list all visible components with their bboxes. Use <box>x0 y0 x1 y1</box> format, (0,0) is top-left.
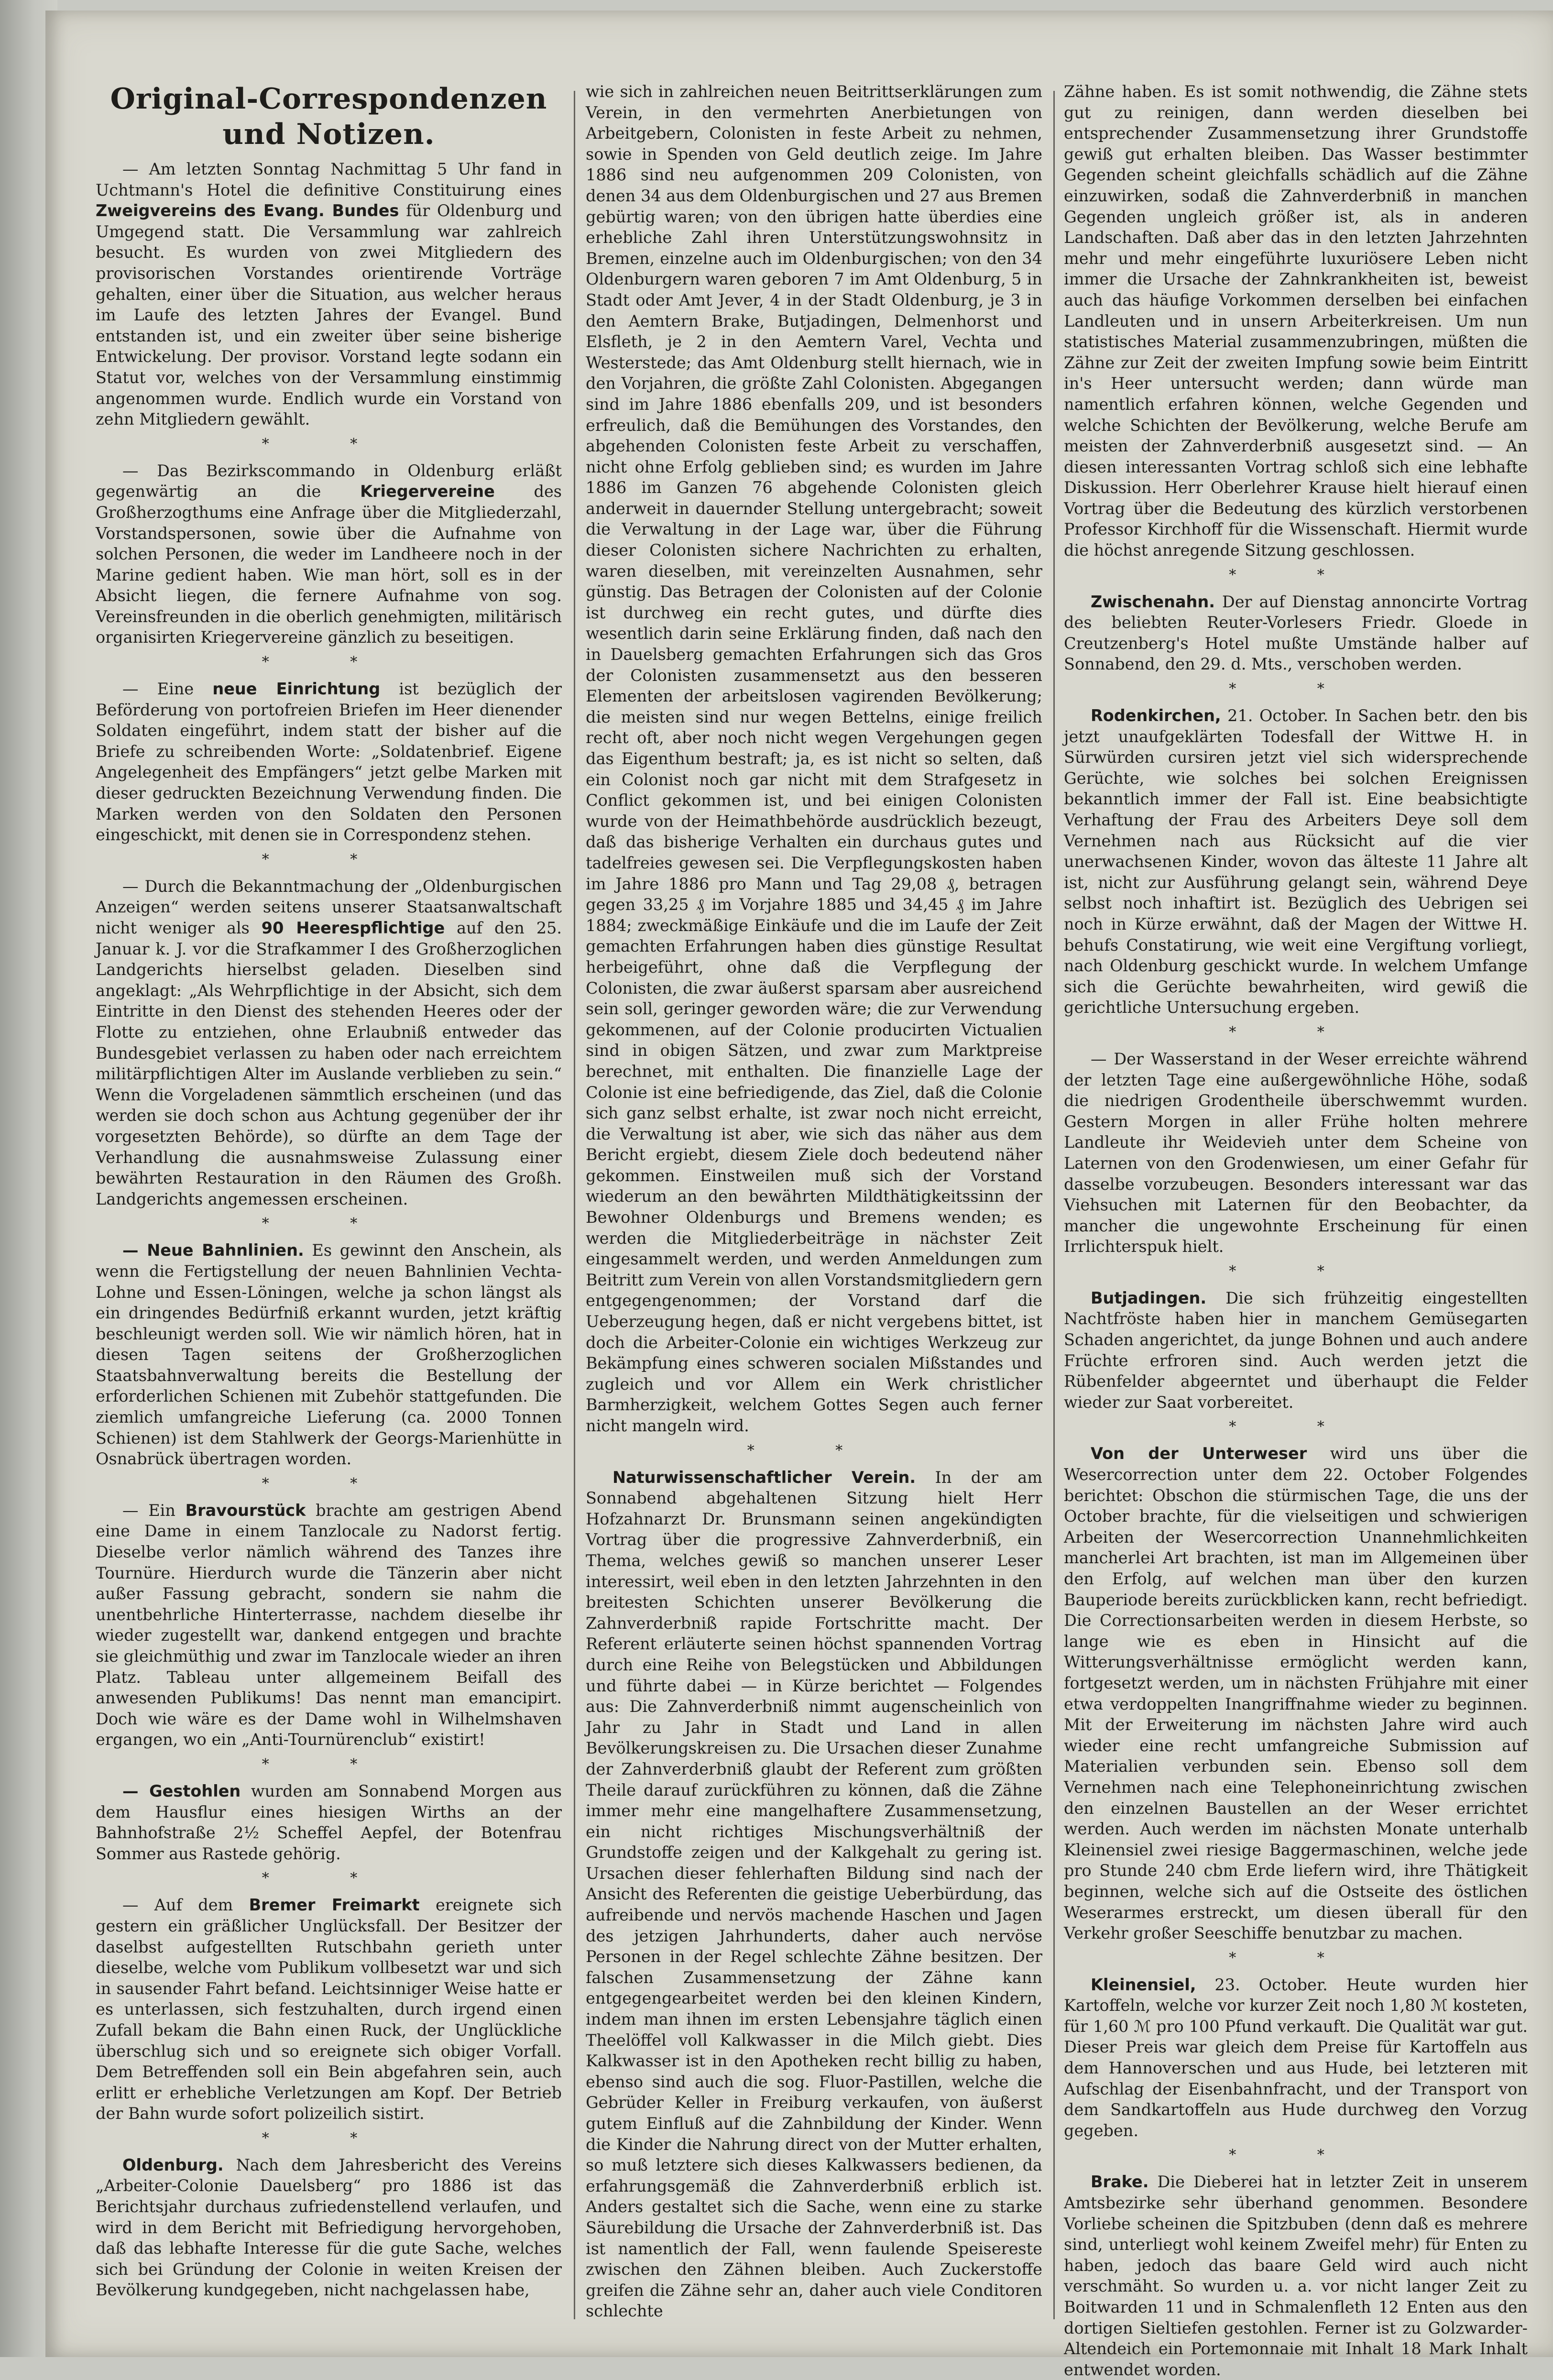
article-separator: * * <box>747 1442 881 1459</box>
article-keyword: Rodenkirchen, <box>1091 706 1221 725</box>
article-text: wird uns über die Wesercorrection unter dem 22. October Folgendes berichtet: Obschon die stürmischen Tage, die uns der October brachte, für die vielseitigen und schwierigen Arbeiten der Wesercorrection Unannehmlichkeiten mancherlei Art brachten, ist man im Allgemeinen über den Erfolg, auf welchen man über den kurzen Bauperiode bereits zurückblicken kann, recht befriedigt. Die Correctionsarbeiten werden in diesem Herbste, so lange wie es eben in Hinsicht auf die Witterungsverhältnisse ermöglicht werden kann, fortgesetzt werden, um in nächsten Frühjahre mit einer etwa verdoppelten Inangriffnahme wieder zu beginnen. Mit der Erweiterung im nächsten Jahre wird auch wieder eine recht umfangreiche Submission auf Materialien verbunden sein. Ebenso soll dem Vernehmen nach eine Telephoneinrichtung zwischen den einzelnen Baustellen an der Weser errichtet werden. Auch werden im nächsten Monate unterhalb Kleinensiel zwei riesige Baggermaschinen, welche jede pro Stunde 240 cbm Erde liefern wird, ihre Thätigkeit beginnen, welche sich auf die Ostseite des östlichen Weserarmes erstreckt, um diesen überall für den Verkehr großer Seeschiffe benutzbar zu machen. <box>1064 1444 1528 1943</box>
article-text: ist bezüglich der Beförderung von portofreien Briefen im Heer dienender Soldaten eingeführt, indem statt der bisher auf die Briefe zu schreibenden Worte: „Soldatenbrief. Eigene Angelegenheit des Empfängers“ jetzt gelbe Marken mit dieser gedruckten Bezeichnung Verwendung finden. Die Marken werden von den Soldaten den Personen eingeschickt, mit denen sie in Correspondenz stehen. <box>96 680 562 845</box>
article-separator: * * <box>1229 680 1363 698</box>
article-lead-text: — Das Bezirkscommando in Oldenburg erläßt gegenwärtig an die <box>96 461 562 501</box>
article-keyword: Kleinensiel, <box>1091 1975 1196 1994</box>
article-lead-text: — Am letzten Sonntag Nachmittag 5 Uhr fand in Uchtmann's Hotel die definitive Constituirung eines <box>96 160 562 199</box>
article-separator: * * <box>1229 1418 1363 1436</box>
article-text: Nach dem Jahresbericht des Vereins „Arbeiter-Colonie Dauelsberg“ pro 1886 ist das Berichtsjahr durchaus zufriedenstellend verlaufen, und wird in dem Bericht mit Befriedigung hervorgehoben, daß das lebhafte Interesse für die gute Sache, welches sich bei Gründung der Colonie in weiten Kreisen der Bevölkerung kundgegeben, nicht nachgelassen habe, <box>96 2155 562 2300</box>
article-keyword: Zwischenahn. <box>1091 592 1215 611</box>
article-paragraph <box>1064 1049 1528 1257</box>
article-text: für Oldenburg und Umgegend statt. Die Versammlung war zahlreich besucht. Es wurden von zwei Mitgliedern des provisorischen Vorstandes orientirende Vorträge gehalten, einer über die Situation, aus welcher heraus im Laufe des letzten Jahres der Evangel. Bund entstanden ist, und ein zweiter über seine bisherige Entwickelung. Der provisor. Vorstand legte sodann ein Statut vor, welches von der Versammlung einstimmig angenommen wurde. Endlich wurde ein Vorstand von zehn Mitgliedern gewählt. <box>96 201 562 429</box>
article-paragraph <box>1064 1288 1528 1413</box>
article-keyword: — Gestohlen <box>122 1781 241 1800</box>
article-separator: * * <box>1229 1949 1363 1966</box>
article-paragraph <box>96 876 562 1210</box>
article-separator: * * <box>262 1755 396 1773</box>
article-lead-text: — Ein <box>122 1501 186 1520</box>
article-separator: * * <box>1229 1023 1363 1041</box>
article-paragraph <box>1064 1443 1528 1943</box>
article-text: ereignete sich gestern ein gräßlicher Unglücksfall. Der Besitzer der daselbst aufgestellten Rutschbahn gerieth unter dieselbe, welche vom Publikum vollbesetzt war und sich in sausender Fahrt befand. Leichtsinniger Weise hatte er es unterlassen, sich festzuhalten, durch irgend einen Zufall bekam die Bahn einen Ruck, der Unglückliche überschlug sich und so ereignete sich obiger Vorfall. Dem Betreffenden soll ein Bein abgefahren sein, auch erlitt er erhebliche Verletzungen am Kopf. Der Betrieb der Bahn wurde sofort polizeilich sistirt. <box>96 1896 562 2123</box>
article-lead-text: — Der Wasserstand in der Weser erreichte während der letzten Tage eine außergewöhnliche Höhe, sodaß die niedrigen Grodentheile überschwemmt wurden. Gestern Morgen in aller Frühe holten mehrere Landleute ihr Weidevieh unter dem Scheine von Laternen von den Grodenwiesen, um einer Gefahr für dasselbe vorzubeugen. Besonders interessant war das Viehsuchen mit Laternen für den Beobachter, da mancher die ungewohnte Erscheinung für einen Irrlichterspuk hielt. <box>1064 1049 1528 1256</box>
article-text: 21. October. In Sachen betr. den bis jetzt unaufgeklärten Todesfall der Wittwe H. in Sürwürden cursiren jetzt viel sich widersprechende Gerüchte, wie solches bei solchen Ereignissen bekanntlich immer der Fall ist. Eine beabsichtigte Verhaftung der Frau des Arbeiters Deye soll dem Vernehmen nach aus Rücksicht auf die vier unerwachsenen Kinder, wovon das älteste 11 Jahre alt ist, nicht zur Ausführung gelangt sein, während Deye selbst noch inhaftirt ist. Bezüglich des Uebrigen sei noch in Kürze erwähnt, daß der Magen der Wittwe H. behufs Constatirung, wie weit eine Vergiftung vorliegt, nach Oldenburg geschickt wurde. In welchem Umfange sich die Gerüchte bewahrheiten, wird gewiß die gerichtliche Untersuchung ergeben. <box>1064 706 1528 1017</box>
article-keyword: Oldenburg. <box>122 2155 224 2174</box>
article-separator: * * <box>1229 1262 1363 1280</box>
article-keyword: Kriegervereine <box>360 482 495 501</box>
article-paragraph <box>96 1895 562 2124</box>
article-paragraph <box>96 1500 562 1750</box>
article-paragraph <box>1064 81 1528 561</box>
article-text: 23. October. Heute wurden hier Kartoffeln, welche vor kurzer Zeit noch 1,80 ℳ kosteten, für 1,60 ℳ pro 100 Pfund verkauft. Die Qualität war gut. Dieser Preis war gleich dem Preise für Kartoffeln aus dem Hannoverschen und aus Hude, bei letzteren mit Aufschlag der Eisenbahnfracht, und der Transport von dem Sandkartoffeln aus Hude durchweg den Vorzug gegeben. <box>1064 1975 1528 2140</box>
article-paragraph <box>1064 2172 1528 2380</box>
article-paragraph <box>96 679 562 845</box>
article-separator: * * <box>1229 2147 1363 2164</box>
article-keyword: 90 Heerespflichtige <box>261 919 445 937</box>
article-paragraph <box>96 159 562 430</box>
article-paragraph <box>1064 705 1528 1018</box>
article-paragraph <box>96 1240 562 1470</box>
article-separator: * * <box>262 851 396 868</box>
article-paragraph <box>586 1467 1042 2322</box>
article-text: des Großherzogthums eine Anfrage über die Mitgliederzahl, Vorstandspersonen, sowie über die Aufnahme von solchen Personen, die weder im Landheere noch in der Marine gedient haben. Wie man hört, soll es in der Absicht liegen, die fernere Aufnahme von sog. Vereinsfreunden in die oberlich genehmigten, militärisch organisirten Kriegervereine gänzlich zu beseitigen. <box>96 482 562 647</box>
article-text: auf den 25. Januar k. J. vor die Strafkammer I des Großherzoglichen Landgerichts hierselbst geladen. Dieselben sind angeklagt: „Als Wehrpflichtige in der Absicht, sich dem Eintritte in den Dienst des stehenden Heeres oder der Flotte zu entziehen, ohne Erlaubniß entweder das Bundesgebiet verlassen zu haben oder nach erreichtem militärpflichtigen Alter im Auslande verblieben zu sein.“ Wenn die Vorgeladenen sämmtlich erscheinen (und das werden sie doch schon aus Achtung gegenüber der ihr vorgesetzten Behörde), so dürfte an dem Tage der Verhandlung die ausnahmsweise Zulassung einer bewährten Restauration in den Räumen des Großh. Landgerichts angemessen erscheinen. <box>96 919 562 1208</box>
article-paragraph <box>1064 592 1528 675</box>
article-text: Der auf Dienstag annoncirte Vortrag des beliebten Reuter-Vorlesers Friedr. Gloede in Creutzenberg's Hotel mußte Umstände halber auf Sonnabend, den 29. d. Mts., verschoben werden. <box>1064 592 1528 674</box>
section-heading: Original-Correspondenzen und Notizen. <box>110 82 547 151</box>
article-separator: * * <box>1229 566 1363 583</box>
article-text: wie sich in zahlreichen neuen Beitrittserklärungen zum Verein, in den vermehrten Anerbietungen von Arbeitgebern, Colonisten in feste Arbeit zu nehmen, sowie in Spenden von Geld deutlich zeige. Im Jahre 1886 sind neu aufgenommen 209 Colonisten, von denen 34 aus dem Oldenburgischen und 27 aus Bremen gebürtig waren; von den übrigen hatte überdies eine erhebliche Zahl ihren Unterstützungswohnsitz in Bremen, einzelne auch im Oldenburgischen; von den 34 Oldenburgern waren geboren 7 im Amt Oldenburg, 5 in Stadt oder Amt Jever, 4 in der Stadt Oldenburg, je 3 in den Aemtern Brake, Butjadingen, Delmenhorst und Elsfleth, je 2 in den Aemtern Varel, Vechta und Westerstede; das Amt Oldenburg stellt hiernach, wie in den Vorjahren, die größte Zahl Colonisten. Abgegangen sind im Jahre 1886 ebenfalls 209, und ist besonders erfreulich, daß die Bemühungen des Vorstandes, den abgehenden Colonisten feste Arbeit zu verschaffen, nicht ohne Erfolg geblieben sind; es wurden im Jahre 1886 im Ganzen 76 abgehende Colonisten gleich anderweit in dauernder Stellung untergebracht; soweit die Verwaltung in der Lage war, über die Führung dieser Colonisten sichere Nachrichten zu erhalten, waren dieselben, mit vereinzelten Ausnahmen, sehr günstig. Das Betragen der Colonisten auf der Colonie ist durchweg ein recht gutes, und dürfte dies wesentlich darin seine Erklärung finden, daß nach den in Dauelsberg gemachten Erfahrungen sich das Gros der Colonisten zusammensetzt aus den besseren Elementen der arbeitslosen vagirenden Bevölkerung; die meisten sind nur wegen Bettelns, einige freilich recht oft, aber noch nicht wegen Vergehungen gegen das Eigenthum bestraft; ja, es ist nicht so selten, daß ein Colonist noch gar nicht mit dem Strafgesetz in Conflict gekommen ist, und bei einigen Colonisten wurde von der Heimathbehörde ausdrücklich bezeugt, daß das bisherige Verhalten ein durchaus gutes und tadelfreies gewesen sei. Die Verpflegungskosten haben im Jahre 1886 pro Mann und Tag 29,08 ₰, betragen gegen 33,25 ₰ im Vorjahre 1885 und 34,45 ₰ im Jahre 1884; zweckmäßige Einkäufe und die im Laufe der Zeit gemachten Erfahrungen haben dies günstige Resultat herbeigeführt, ohne daß die Verpflegung der Colonisten, die zwar äußerst sparsam aber ausreichend sein soll, geringer geworden wäre; die zur Verwendung gekommenen, auf der Colonie producirten Victualien sind in obigen Sätzen, und zwar zum Marktpreise berechnet, mit enthalten. Die finanzielle Lage der Colonie ist eine befriedigende, das Ziel, daß die Colonie sich ganz selbst erhalte, ist zwar noch nicht erreicht, die Verwaltung ist aber, wie sich das näher aus dem Bericht ergiebt, diesem Ziele doch bedeutend näher gekommen. Einstweilen muß sich der Vorstand wiederum an den bewährten Mildthätigkeitssinn der Bewohner Oldenburgs und Bremens wenden; es werden die Mitgliederbeiträge in nächster Zeit eingesammelt werden, und werden Anmeldungen zum Beitritt zum Verein von allen Vorstandsmitgliedern gern entgegengenommen; der Vorstand darf die Ueberzeugung hegen, daß er nicht vergebens bittet, ist doch die Arbeiter-Colonie ein wichtiges Werkzeug zur Bekämpfung eines schweren socialen Mißstandes und zugleich und vor Allem ein Werk christlicher Barmherzigkeit, welchem Gottes Segen auch ferner nicht mangeln wird. <box>586 82 1042 1435</box>
article-lead-text: — Durch die Bekanntmachung der „Oldenburgischen Anzeigen“ werden seitens unserer Staatsanwaltschaft nicht weniger als <box>96 877 562 937</box>
article-keyword: neue Einrichtung <box>212 680 381 699</box>
column-rule-1 <box>574 91 575 2319</box>
article-keyword: Zweigvereins des Evang. Bundes <box>96 201 399 220</box>
column-3 <box>1064 81 1528 2379</box>
article-lead-text: — Auf dem <box>122 1896 249 1915</box>
article-keyword: Butjadingen. <box>1091 1288 1207 1307</box>
article-keyword: — Neue Bahnlinien. <box>122 1241 304 1260</box>
article-separator: * * <box>262 1870 396 1887</box>
article-separator: * * <box>262 435 396 452</box>
column-rule-2 <box>1053 91 1055 2319</box>
article-separator: * * <box>262 1475 396 1492</box>
article-keyword: Bremer Freimarkt <box>249 1896 420 1915</box>
article-paragraph <box>1064 1974 1528 2141</box>
article-text: Es gewinnt den Anschein, als wenn die Fertigstellung der neuen Bahnlinien Vechta-Lohne und Essen-Löningen, welche ja schon längst als ein dringendes Bedürfniß erkannt wurden, jetzt kräftig beschleunigt werden soll. Wie wir nämlich hören, hat in diesen Tagen seitens der Großherzoglichen Staatsbahnverwaltung bereits die Bestellung der erforderlichen Schienen mit Zubehör stattgefunden. Die ziemlich umfangreiche Lieferung (ca. 2000 Tonnen Schienen) ist dem Stahlwerk der Georgs-Marienhütte in Osnabrück übertragen worden. <box>96 1241 562 1469</box>
article-keyword: Von der Unterweser <box>1091 1444 1307 1463</box>
column-2 <box>586 81 1042 2329</box>
article-text: Die Dieberei hat in letzter Zeit in unserem Amtsbezirke sehr überhand genommen. Besondere Vorliebe scheinen die Spitzbuben (denn daß es mehrere sind, unterliegt wohl keinem Zweifel mehr) für Enten zu haben, jedoch das baare Geld wird auch nicht verschmäht. So wurden u. a. vor nicht langer Zeit zu Boitwarden 11 und in Schmalenfleth 12 Enten aus den dortigen Sieltiefen gestohlen. Ferner ist zu Golzwarder-Altendeich ein Portemonnaie mit Inhalt 18 Mark Inhalt entwendet worden. <box>1064 2172 1528 2379</box>
article-paragraph <box>96 1781 562 1864</box>
column-1 <box>96 81 562 2329</box>
article-lead-text: — Eine <box>122 680 213 699</box>
article-paragraph <box>96 461 562 648</box>
article-paragraph <box>96 2155 562 2301</box>
article-text: wurden am Sonnabend Morgen aus dem Hausflur eines hiesigen Wirths an der Bahnhofstraße 2½ Scheffel Aepfel, der Botenfrau Sommer aus Rastede gehörig. <box>96 1781 562 1863</box>
article-text: In der am Sonnabend abgehaltenen Sitzung hielt Herr Hofzahnarzt Dr. Brunsmann seinen angekündigten Vortrag über die progressive Zahnverderbniß, ein Thema, welches gewiß so manchen unserer Leser interessirt, weil eben in den letzten Jahrzehnten in den breitesten Schichten unserer Bevölkerung die Zahnverderbniß rapide Fortschritte macht. Der Referent erläuterte seinen höchst spannenden Vortrag durch eine Reihe von Belegstücken und Abbildungen und führte dabei — in Kürze berichtet — Folgendes aus: Die Zahnverderbniß nimmt augenscheinlich von Jahr zu Jahr in Stadt und Land in allen Bevölkerungskreisen zu. Die Ursachen dieser Zunahme der Zahnverderbniß glaubt der Referent zum größten Theile darauf zurückführen zu können, daß die Zähne immer mehr eine mangelhaftere Zusammensetzung, ein nicht richtiges Mischungsverhältniß der Grundstoffe zeigen und der Kalkgehalt zu gering ist. Ursachen dieser fehlerhaften Bildung sind nach der Ansicht des Referenten die geistige Ueberbürdung, das aufreibende und nervös machende Haschen und Jagen des jetzigen Jahrhunderts, daher auch nervöse Personen in der Regel schlechte Zähne besitzen. Der falschen Zusammensetzung der Zähne kann entgegengearbeitet werden bei den kleinen Kindern, indem man ihnen im ersten Lebensjahre täglich einen Theelöffel voll Kalkwasser in die Milch giebt. Dies Kalkwasser ist in den Apotheken recht billig zu haben, ebenso sind auch die sog. Fluor-Pastillen, welche die Gebrüder Keller in Freiburg verkaufen, von äußerst gutem Einfluß auf die Zahnbildung der Kinder. Wenn die Kinder die Nahrung direct von der Mutter erhalten, so muß letztere sich dieses Kalkwassers bedienen, da erfahrungsgemäß die Zahnverderbniß erblich ist. Anders gestaltet sich die Sache, wenn eine zu starke Säurebildung die Ursache der Zahnverderbniß ist. Das ist namentlich der Fall, wenn faulende Speisereste zwischen den Zähnen bleiben. Auch Zuckerstoffe greifen die Zähne sehr an, daher auch viele Conditoren schlechte <box>586 1468 1042 2321</box>
article-separator: * * <box>262 1215 396 1232</box>
article-keyword: Brake. <box>1091 2172 1149 2192</box>
article-text: Die sich frühzeitig eingestellten Nachtfröste haben hier in manchem Gemüsegarten Schaden angerichtet, da junge Bohnen und auch andere Früchte erfroren sind. Auch werden jetzt die Rübenfelder abgeerntet und überhaupt die Felder wieder zur Saat vorbereitet. <box>1064 1288 1528 1412</box>
article-paragraph <box>586 81 1042 1437</box>
article-separator: * * <box>262 2129 396 2147</box>
article-keyword: Bravourstück <box>185 1501 306 1520</box>
article-text: Zähne haben. Es ist somit nothwendig, die Zähne stets gut zu reinigen, dann werden dieselben bei entsprechender Zusammensetzung ihrer Grundstoffe gewiß gut erhalten bleiben. Das Wasser bestimmter Gegenden scheint gleichfalls schädlich auf die Zähne einzuwirken, sodaß die Zahnverderbniß in manchen Gegenden ungleich größer ist, als in anderen Landschaften. Daß aber das in den letzten Jahrzehnten mehr und mehr eingeführte luxuriösere Leben nicht immer die Ursache der Zahnkrankheiten ist, beweist auch das häufige Vorkommen derselben bei einfachen Landleuten und in unsern Arbeiterkreisen. Um nun statistisches Material zusammenzubringen, müßten die Zähne zur Zeit der zweiten Impfung sowie beim Eintritt in's Heer untersucht werden; dann würde man namentlich erfahren können, welche Gegenden und welche Schichten der Bevölkerung, welche Berufe am meisten der Zahnverderbniß ausgesetzt sind. — An diesen interessanten Vortrag schloß sich eine lebhafte Diskussion. Herr Oberlehrer Krause hielt hierauf einen Vortrag über die Bedeutung des kürzlich verstorbenen Professor Kirchhoff für die Wissenschaft. Hiermit wurde die höchst anregende Sitzung geschlossen. <box>1064 82 1528 560</box>
article-text: brachte am gestrigen Abend eine Dame in einem Tanzlocale zu Nadorst fertig. Dieselbe verlor nämlich während des Tanzes ihre Tournüre. Hierdurch wurde die Tänzerin aber nicht außer Fassung gebracht, sondern sie nahm die unentbehrliche Hinterterrasse, nachdem dieselbe ihr wieder zugestellt war, dankend entgegen und brachte sie gleichmüthig und zwar im Tanzlocale wieder an ihren Platz. Tableau unter allgemeinem Beifall des anwesenden Publikums! Das nennt man emancipirt. Doch wie wäre es der Dame wohl in Wilhelmshaven ergangen, wo ein „Anti-Tournürenclub“ existirt! <box>96 1501 562 1749</box>
article-separator: * * <box>262 654 396 671</box>
article-keyword: Naturwissenschaftlicher Verein. <box>612 1468 916 1487</box>
